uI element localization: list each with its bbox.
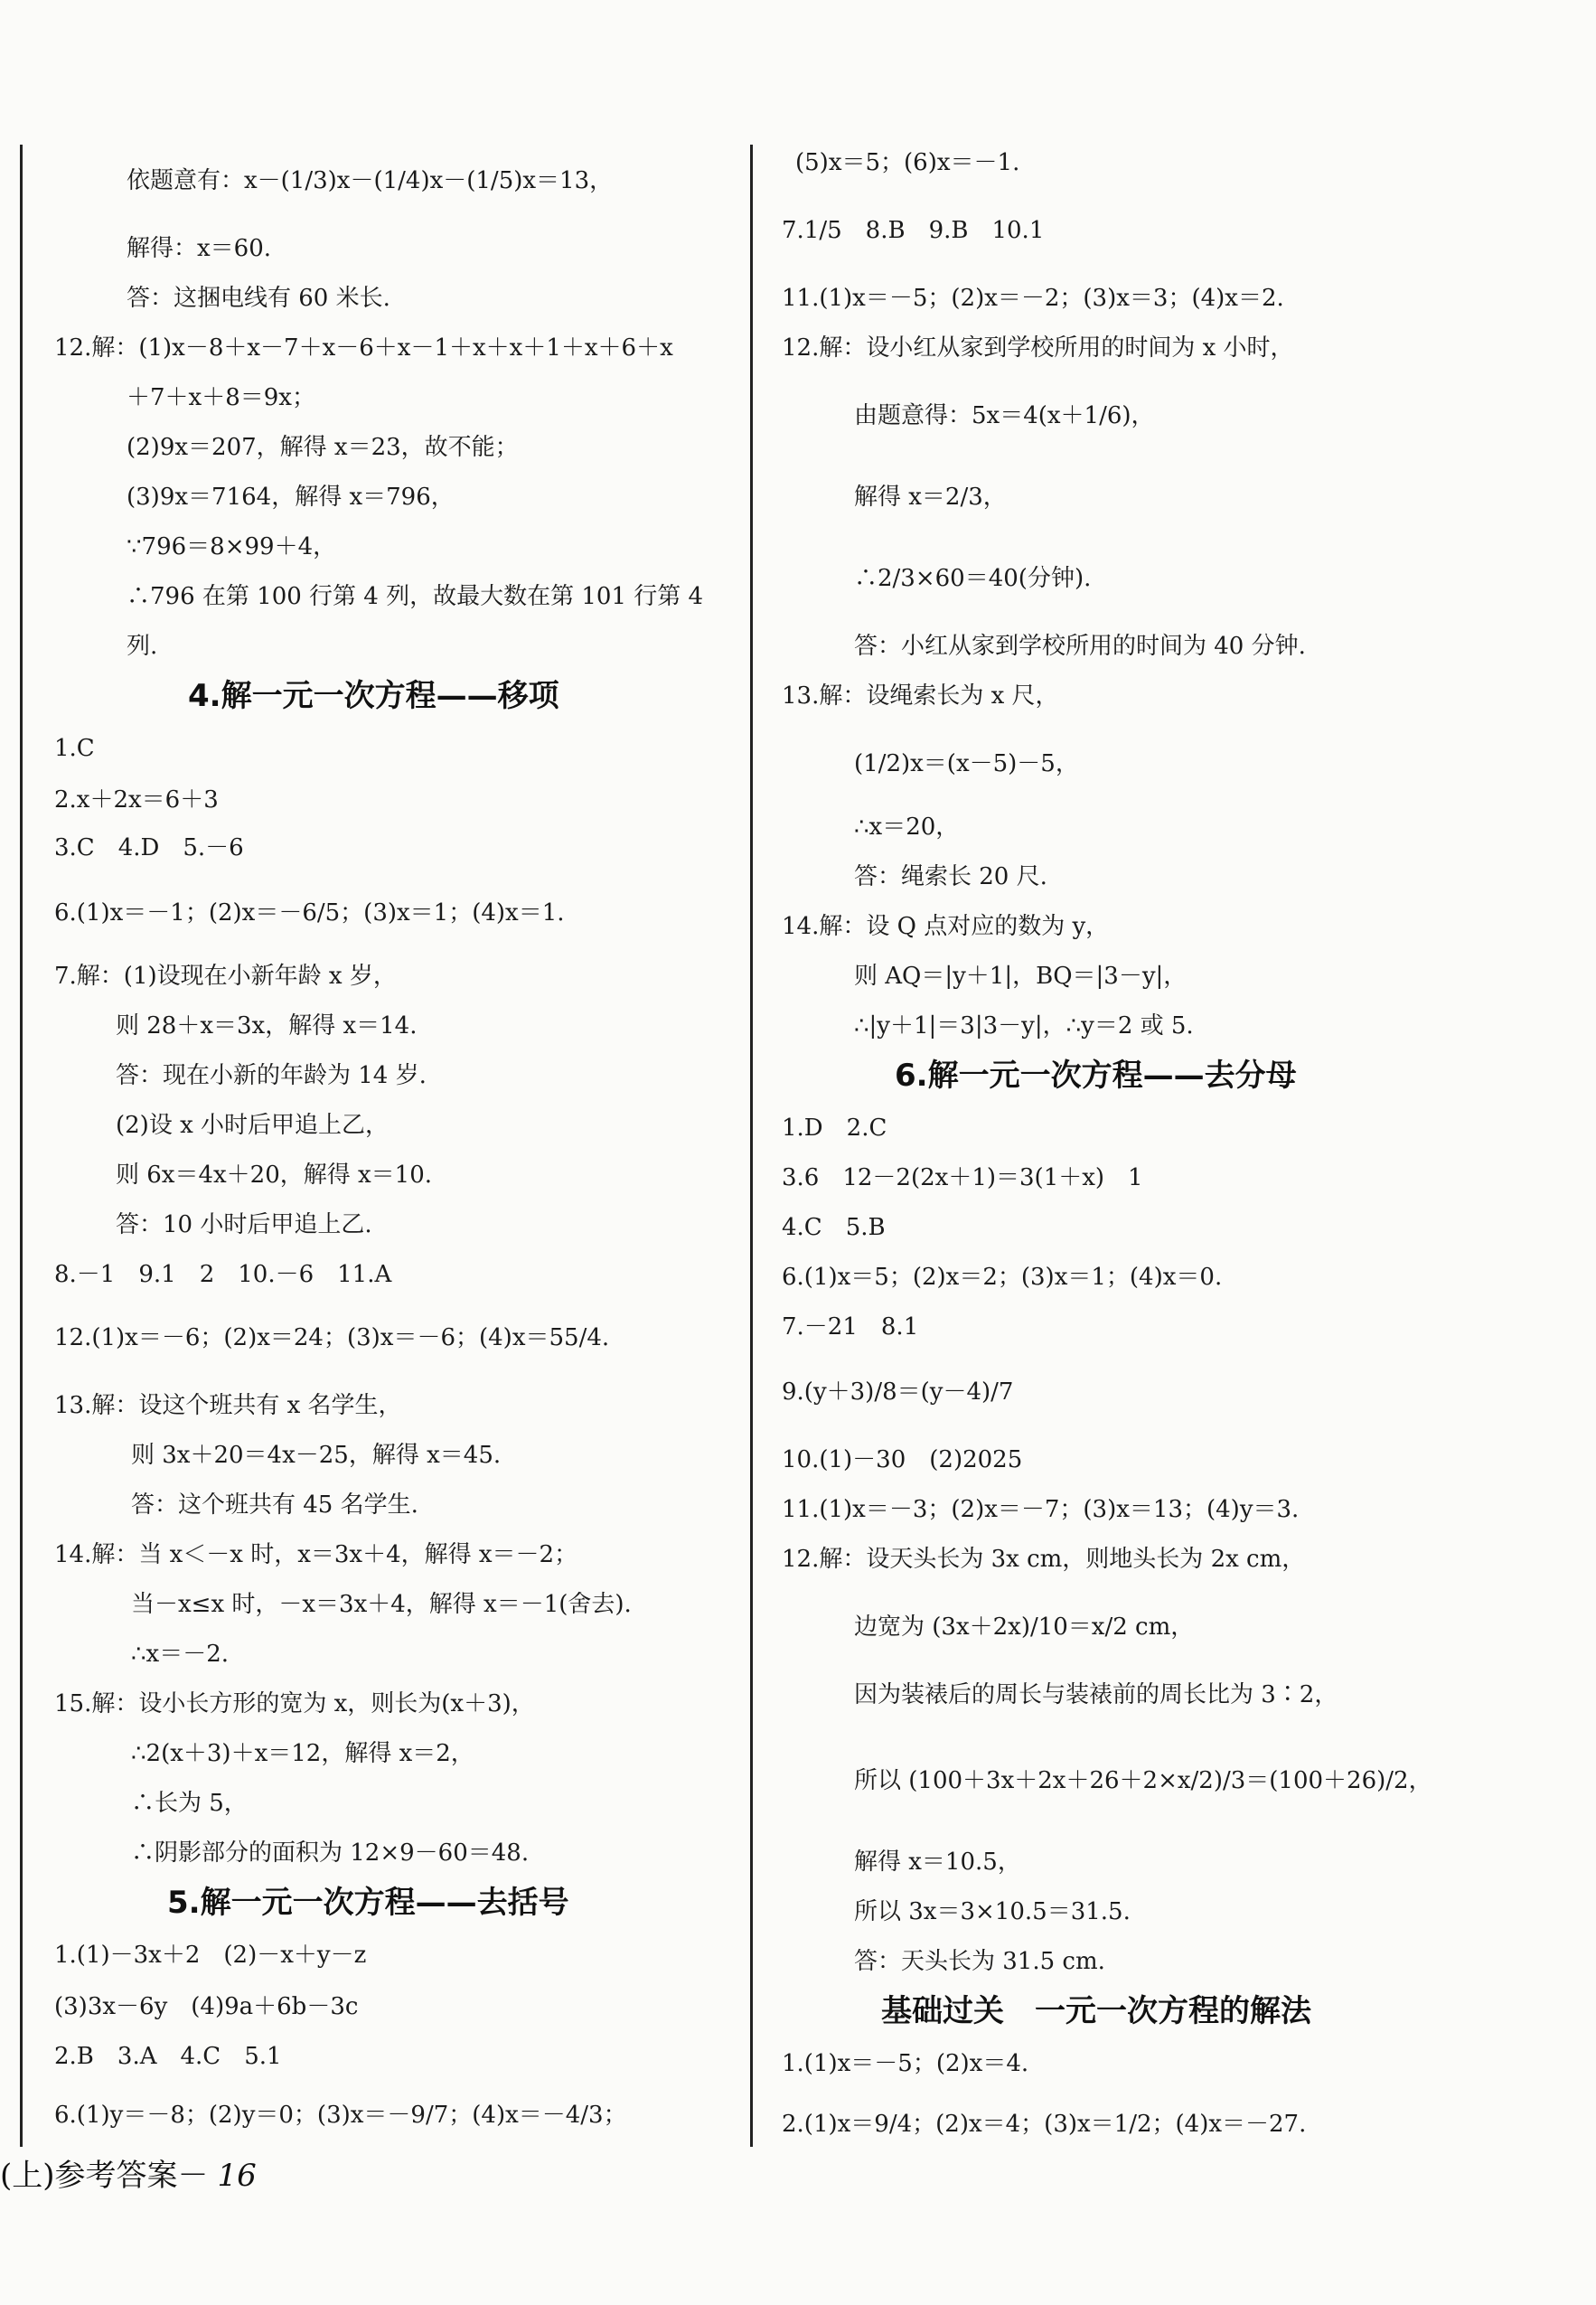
answer-line: 答：天头长为 31.5 cm. [854, 1948, 1105, 1975]
answer-line: 答：现在小新的年龄为 14 岁. [116, 1062, 427, 1089]
section-heading: 基础过关 一元一次方程的解法 [881, 1993, 1311, 2029]
answer-line: (3)3x－6y (4)9a＋6b－3c [54, 1993, 359, 2020]
answer-line: 8.－1 9.1 2 10.－6 11.A [54, 1261, 392, 1288]
answer-line: 4.C 5.B [782, 1214, 886, 1241]
answer-line: 3.6 12－2(2x＋1)＝3(1＋x) 1 [782, 1164, 1143, 1191]
answer-line: ∴|y＋1|＝3|3－y|，∴y＝2 或 5. [854, 1012, 1194, 1040]
section-heading: 5.解一元一次方程——去括号 [167, 1885, 569, 1921]
answer-line: 1.(1)－3x＋2 (2)－x＋y－z [54, 1942, 367, 1969]
answer-line: 因为装裱后的周长与装裱前的周长比为 3∶2， [854, 1681, 1338, 1708]
answer-line: 则 3x＋20＝4x－25，解得 x＝45. [131, 1442, 502, 1469]
answer-line: ∵796＝8×99＋4， [127, 533, 337, 560]
answer-line: (2)9x＝207，解得 x＝23，故不能； [127, 434, 519, 461]
answer-line: 13.解：设绳索长为 x 尺， [782, 682, 1059, 710]
answer-line: 边宽为 (3x＋2x)/10＝x/2 cm， [854, 1614, 1195, 1641]
answer-line: (1/2)x＝(x－5)－5， [854, 750, 1079, 777]
answer-line: ∴2/3×60＝40(分钟). [854, 565, 1092, 592]
answer-line: 所以 (100＋3x＋2x＋26＋2×x/2)/3＝(100＋26)/2， [854, 1767, 1432, 1794]
answer-line: 15.解：设小长方形的宽为 x，则长为(x＋3)， [54, 1690, 535, 1717]
answer-line: 则 AQ＝|y＋1|，BQ＝|3－y|， [854, 963, 1188, 990]
answer-line: 1.C [54, 735, 95, 762]
answer-line: 2.(1)x＝9/4；(2)x＝4；(3)x＝1/2；(4)x＝－27. [782, 2111, 1307, 2138]
answer-line: 答：绳索长 20 尺. [854, 863, 1047, 890]
answer-line: 13.解：设这个班共有 x 名学生， [54, 1392, 402, 1419]
answer-line: (3)9x＝7164，解得 x＝796， [127, 484, 455, 511]
answer-line: 6.(1)y＝－8；(2)y＝0；(3)x＝－9/7；(4)x＝－4/3； [54, 2102, 627, 2129]
answer-line: 3.C 4.D 5.－6 [54, 834, 244, 861]
answer-line: 11.(1)x＝－3；(2)x＝－7；(3)x＝13；(4)y＝3. [782, 1496, 1300, 1523]
answer-line: (2)设 x 小时后甲追上乙， [116, 1112, 390, 1139]
answer-line: 则 6x＝4x＋20，解得 x＝10. [116, 1162, 433, 1189]
answer-line: 2.x＋2x＝6＋3 [54, 786, 219, 814]
middle-divider [750, 145, 753, 2147]
answer-line: ∴长为 5， [131, 1790, 248, 1817]
page-footer [0, 2156, 257, 2196]
answer-line: 由题意得：5x＝4(x＋1/6)， [854, 402, 1155, 429]
answer-line: 12.(1)x＝－6；(2)x＝24；(3)x＝－6；(4)x＝55/4. [54, 1324, 610, 1351]
answer-line: 12.解：设小红从家到学校所用的时间为 x 小时， [782, 334, 1294, 362]
answer-line: 所以 3x＝3×10.5＝31.5. [854, 1898, 1131, 1925]
answer-line: 7.1/5 8.B 9.B 10.1 [782, 217, 1045, 244]
answer-line: 14.解：当 x＜－x 时，x＝3x＋4，解得 x＝－2； [54, 1541, 578, 1568]
answer-line: 12.解：(1)x－8＋x－7＋x－6＋x－1＋x＋x＋1＋x＋6＋x [54, 334, 673, 362]
answer-line: 6.(1)x＝5；(2)x＝2；(3)x＝1；(4)x＝0. [782, 1264, 1223, 1291]
answer-line: ∴阴影部分的面积为 12×9－60＝48. [131, 1839, 530, 1867]
left-divider [20, 145, 23, 2147]
answer-line: 则 28＋x＝3x，解得 x＝14. [116, 1012, 418, 1040]
answer-line: ∴2(x＋3)＋x＝12，解得 x＝2， [131, 1740, 474, 1767]
answer-line: 1.(1)x＝－5；(2)x＝4. [782, 2050, 1029, 2077]
section-heading: 6.解一元一次方程——去分母 [895, 1058, 1297, 1094]
answer-line: 答：小红从家到学校所用的时间为 40 分钟. [854, 633, 1306, 660]
answer-line: 7.－21 8.1 [782, 1313, 919, 1341]
answer-line: ∴x＝20， [854, 814, 960, 841]
section-heading: 4.解一元一次方程——移项 [188, 678, 559, 714]
answer-line: ∴796 在第 100 行第 4 列，故最大数在第 101 行第 4 [127, 583, 704, 610]
answer-line: 依题意有：x－(1/3)x－(1/4)x－(1/5)x＝13， [127, 167, 614, 194]
answer-line: 解得 x＝10.5， [854, 1849, 1021, 1876]
answer-line: 答：这个班共有 45 名学生. [131, 1491, 418, 1519]
answer-line: 答：10 小时后甲追上乙. [116, 1211, 372, 1238]
answer-line: 12.解：设天头长为 3x cm，则地头长为 2x cm， [782, 1546, 1306, 1573]
answer-line: 解得：x＝60. [127, 235, 272, 262]
answer-line: 列. [127, 633, 158, 660]
answer-line: 当－x≤x 时，－x＝3x＋4，解得 x＝－1(舍去). [131, 1591, 632, 1618]
page-number: 16 [217, 2158, 257, 2194]
answer-line: 2.B 3.A 4.C 5.1 [54, 2043, 282, 2070]
answer-line: ∴x＝－2. [131, 1641, 230, 1668]
answer-line: 解得 x＝2/3， [854, 484, 1007, 511]
answer-line: 1.D 2.C [782, 1115, 887, 1142]
answer-line: 11.(1)x＝－5；(2)x＝－2；(3)x＝3；(4)x＝2. [782, 285, 1284, 312]
answer-line: (5)x＝5；(6)x＝－1. [795, 149, 1020, 176]
answer-line: 7.解：(1)设现在小新年龄 x 岁， [54, 963, 397, 990]
footer-label: (上)参考答案－ [0, 2158, 209, 2194]
answer-line: 6.(1)x＝－1；(2)x＝－6/5；(3)x＝1；(4)x＝1. [54, 899, 565, 927]
answer-line: 10.(1)－30 (2)2025 [782, 1446, 1023, 1473]
answer-line: 9.(y＋3)/8＝(y－4)/7 [782, 1378, 1014, 1406]
answer-line: ＋7＋x＋8＝9x； [127, 384, 315, 411]
answer-line: 答：这捆电线有 60 米长. [127, 285, 390, 312]
answer-line: 14.解：设 Q 点对应的数为 y， [782, 913, 1110, 940]
